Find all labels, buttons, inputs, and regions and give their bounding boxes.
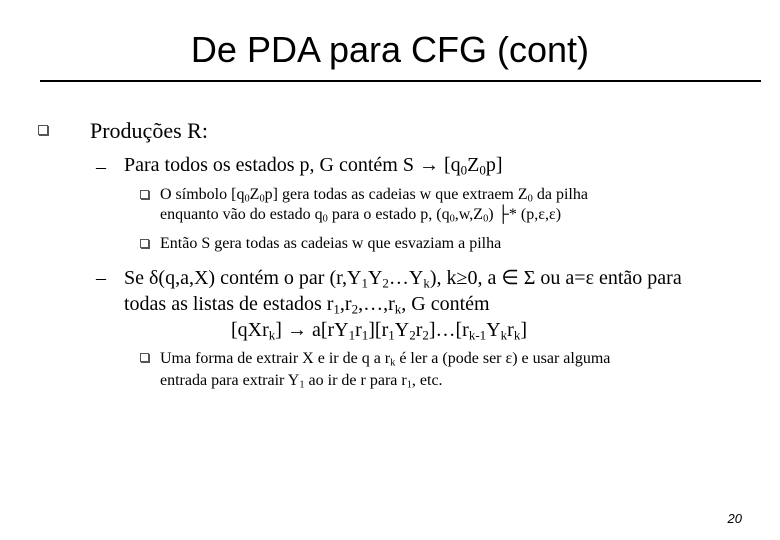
square-bullet-icon — [140, 190, 149, 199]
page-number: 20 — [727, 511, 742, 526]
slide-title: De PDA para CFG (cont) — [190, 29, 590, 70]
square-bullet-icon — [38, 125, 48, 135]
square-bullet-icon — [140, 353, 149, 362]
square-bullet-icon — [140, 239, 149, 248]
sub-item-symbol-generates: O símbolo $[q_0Z_0p]$ gera todas as cadeias w que extraem $Z_0$ da pilha enquanto vão do estado $q_0$ para o estado p, $(q_0,w,Z_0)$ ├* (p,ε,ε) — [160, 186, 588, 225]
title-divider — [40, 80, 761, 82]
sub-item-extract-x: Uma forma de extrair X e ir de q a $r_k$ é ler a (pode ser ε) e usar alguma entrada para extrair $Y_1$ ao ir de r para $r_1$, etc. — [160, 350, 611, 391]
sub-bullet-delta-rule: Se δ(q,a,X) contém o par $(r,Y_1Y_2\dots Y_k)$, k≥0, a ∈ Σ ou a=ε então para todas as listas de estados $r_1,r_2,\dots,r_k$, G contém $[qXr_k] \to a[rY_1r_1][r_1Y_2r_2]\dots[r_{k-1}Y_kr_k]$ — [124, 267, 682, 343]
sub-bullet-all-states: Para todos os estados p, G contém $S \to [q_0Z_0p]$ — [124, 154, 503, 178]
dash-icon: – — [96, 156, 106, 178]
bullet-producoes: Produções R: — [90, 118, 208, 143]
dash-icon: – — [96, 267, 106, 289]
sub-item-empties-stack: Então S gera todas as cadeias w que esvaziam a pilha — [160, 235, 502, 252]
